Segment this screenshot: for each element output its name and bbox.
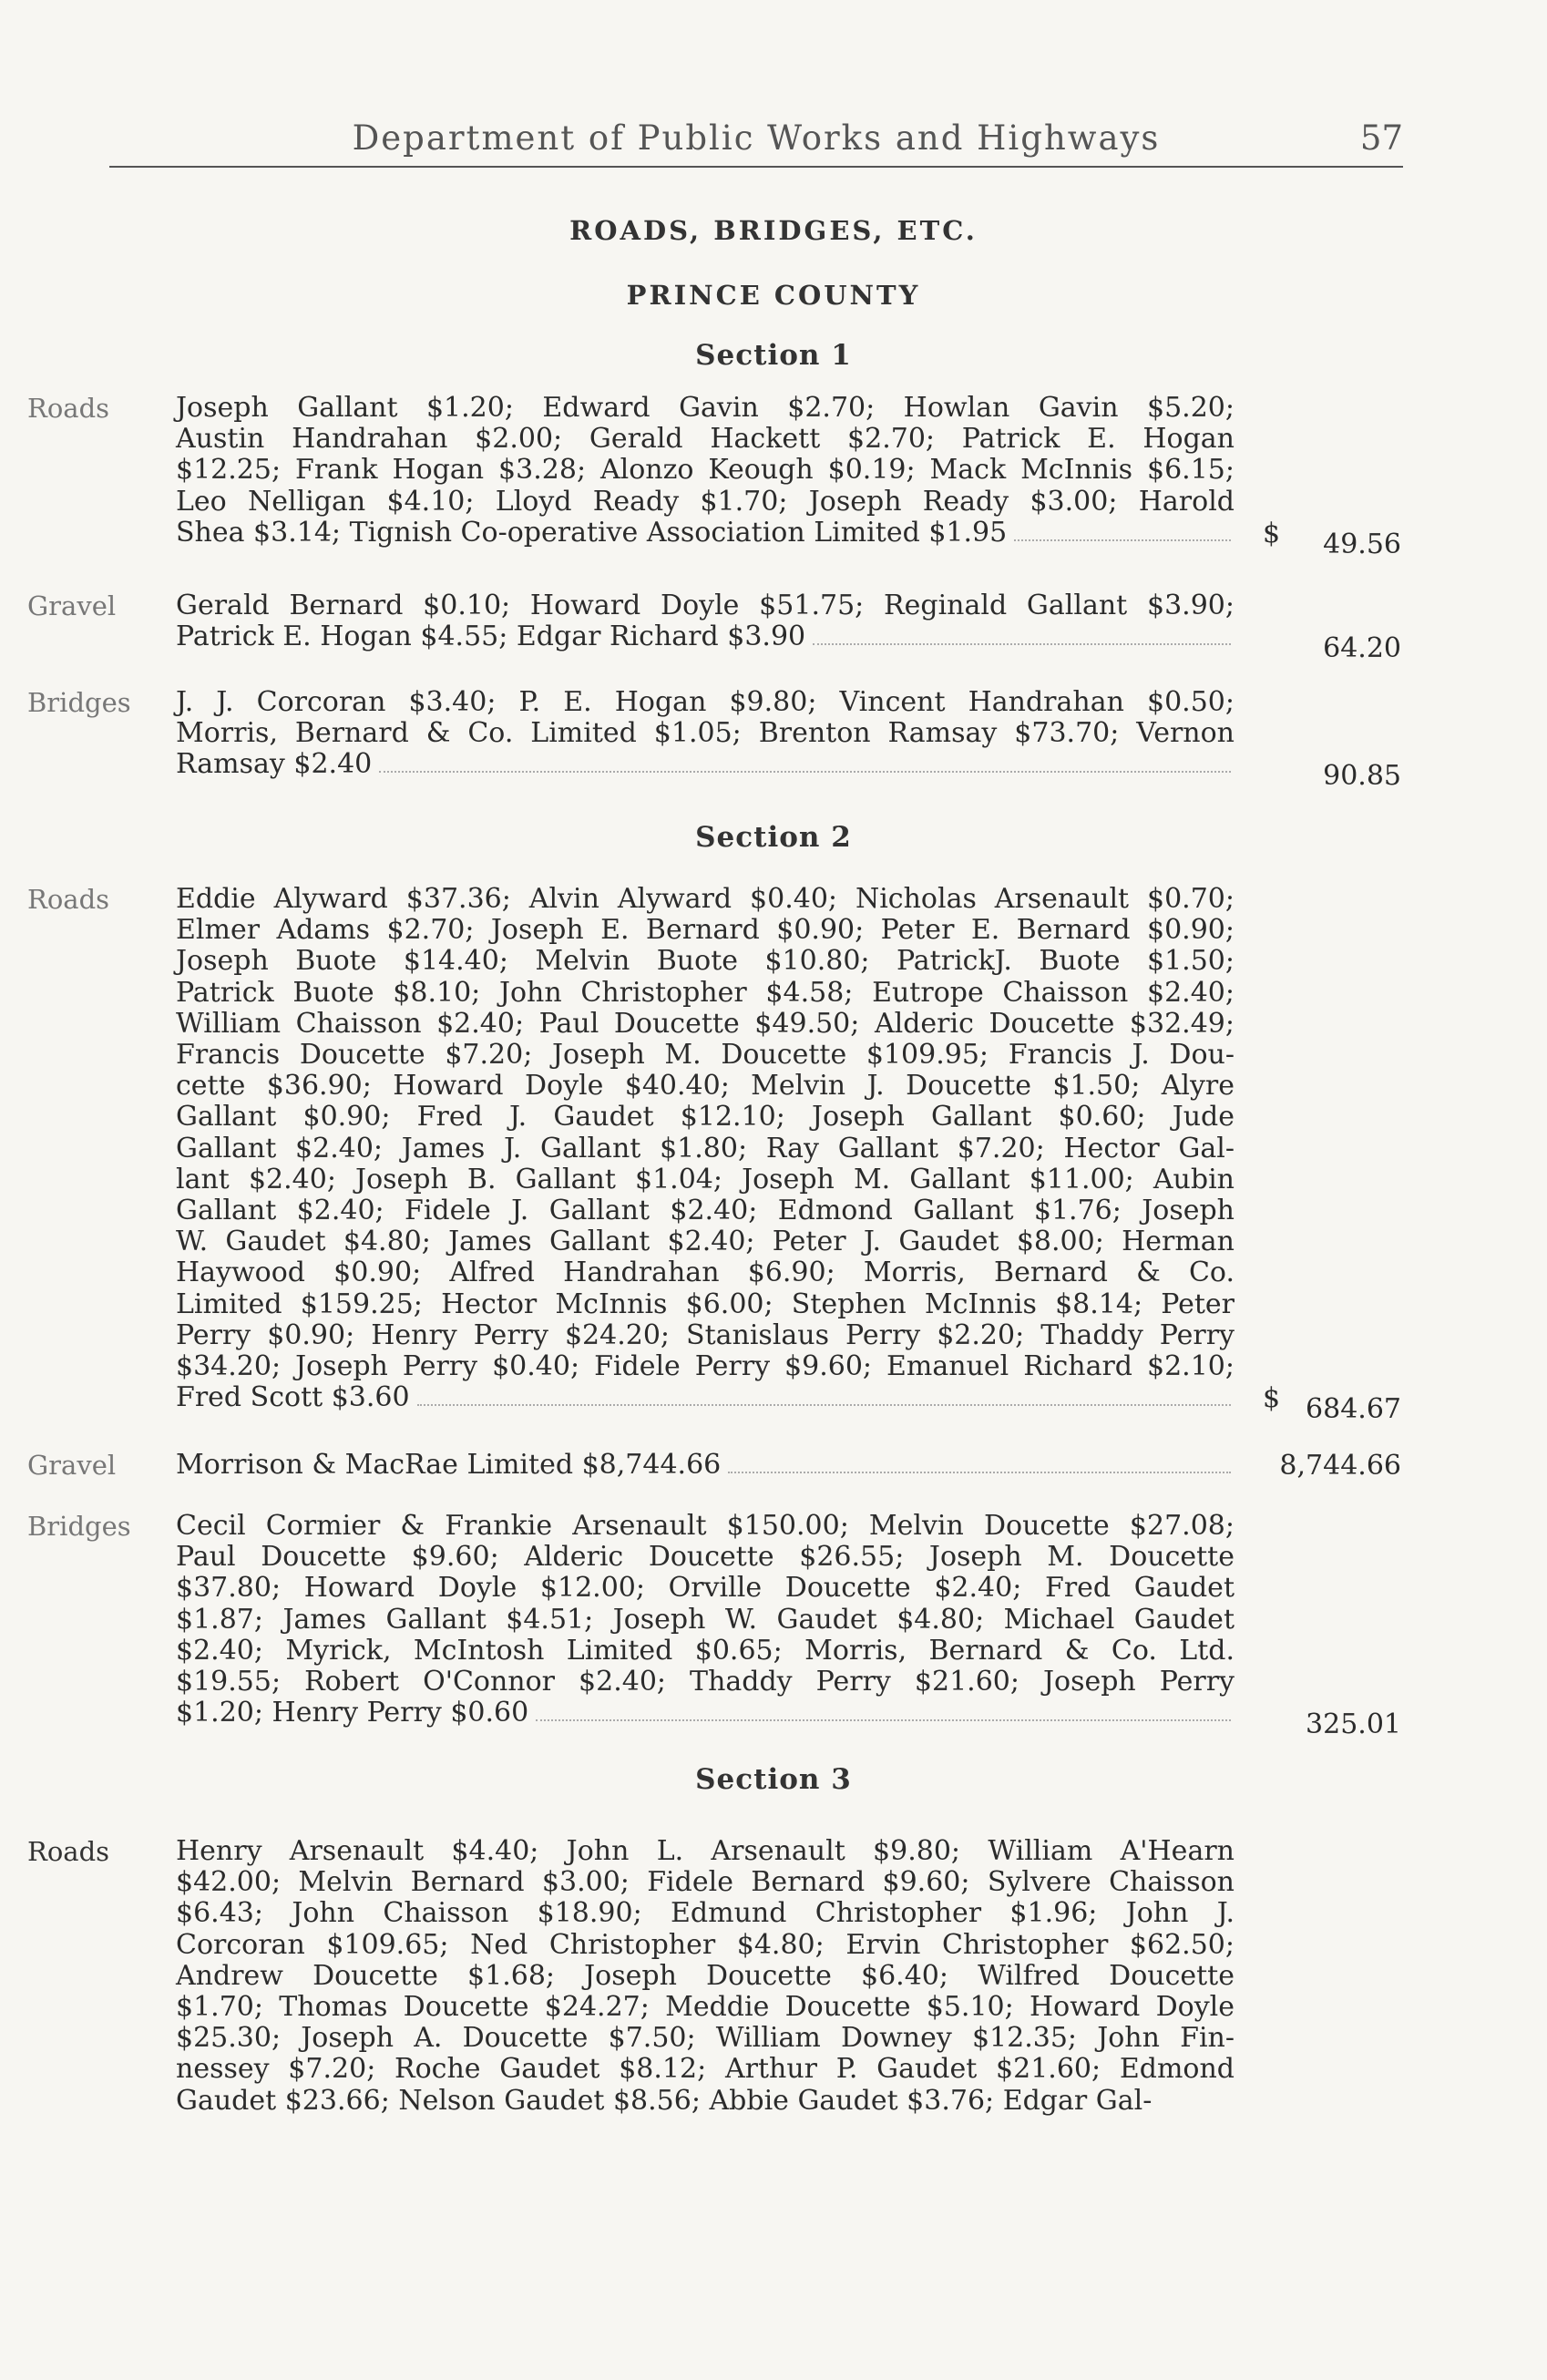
dot-leader <box>728 1471 1231 1473</box>
entry-line: Cecil Cormier & Frankie Arsenault $150.00; Melvin Doucette $27.08; <box>176 1510 1235 1542</box>
entry-category-label: Bridges <box>27 687 131 718</box>
entry-line: Eddie Alyward $37.36; Alvin Alyward $0.40; Nicholas Arsenault $0.70; <box>176 883 1235 915</box>
entry-line: $19.55; Robert O'Connor $2.40; Thaddy Perry $21.60; Joseph Perry <box>176 1666 1235 1698</box>
entry-line-text: Patrick E. Hogan $4.55; Edgar Richard $3.90 <box>176 621 806 653</box>
entry-total-amount: 684.67 <box>1306 1393 1401 1426</box>
entry-line: Limited $159.25; Hector McInnis $6.00; Stephen McInnis $8.14; Peter <box>176 1287 1235 1320</box>
dot-leader <box>379 770 1231 773</box>
entry-line: Joseph Buote $14.40; Melvin Buote $10.80; PatrickJ. Buote $1.50; <box>176 945 1235 978</box>
main-heading: ROADS, BRIDGES, ETC. <box>569 215 978 246</box>
page-number: 57 <box>1359 118 1403 158</box>
entry-line: $1.70; Thomas Doucette $24.27; Meddie Doucette $5.10; Howard Doyle <box>176 1991 1235 2024</box>
entry-total-amount: 90.85 <box>1323 760 1401 793</box>
entry-line <box>176 1698 1235 1729</box>
entry-line-text: Morrison & MacRae Limited $8,744.66 <box>176 1449 722 1481</box>
dollar-sign: $ <box>1263 517 1281 549</box>
entry-line: $1.87; James Gallant $4.51; Joseph W. Gaudet $4.80; Michael Gaudet <box>176 1603 1235 1636</box>
entry-line: Gallant $2.40; James J. Gallant $1.80; Ray Gallant $7.20; Hector Gal- <box>176 1132 1235 1164</box>
dot-leader <box>1014 539 1231 541</box>
entry-line: Haywood $0.90; Alfred Handrahan $6.90; Morris, Bernard & Co. <box>176 1257 1235 1289</box>
entry-line: Francis Doucette $7.20; Joseph M. Doucette $109.95; Francis J. Dou- <box>176 1039 1235 1072</box>
entry-line: William Chaisson $2.40; Paul Doucette $49.50; Alderic Doucette $32.49; <box>176 1007 1235 1040</box>
dot-leader <box>813 642 1231 645</box>
entry-line: $34.20; Joseph Perry $0.40; Fidele Perry $9.60; Emanuel Richard $2.10; <box>176 1350 1235 1383</box>
entry-total-amount: 8,744.66 <box>1279 1450 1401 1482</box>
entry-line: Corcoran $109.65; Ned Christopher $4.80; Ervin Christopher $62.50; <box>176 1928 1235 1961</box>
entry-body <box>176 1450 1235 1481</box>
entry-line: cette $36.90; Howard Doyle $40.40; Melvin J. Doucette $1.50; Alyre <box>176 1070 1235 1103</box>
entry-total-amount: 64.20 <box>1323 632 1401 665</box>
entry-line: Henry Arsenault $4.40; John L. Arsenault $9.80; William A'Hearn <box>176 1835 1235 1867</box>
entry-line: Morris, Bernard & Co. Limited $1.05; Brenton Ramsay $73.70; Vernon <box>176 717 1235 750</box>
entry-body <box>176 687 1235 781</box>
entry-body <box>176 590 1235 652</box>
entry-total-amount: 325.01 <box>1306 1708 1401 1741</box>
entry-line: Gallant $0.90; Fred J. Gaudet $12.10; Joseph Gallant $0.60; Jude <box>176 1101 1235 1134</box>
section-heading: Section 3 <box>695 1763 852 1796</box>
dot-leader <box>536 1718 1231 1721</box>
entry-line: $2.40; Myrick, McIntosh Limited $0.65; Morris, Bernard & Co. Ltd. <box>176 1634 1235 1667</box>
entry-line: Gallant $2.40; Fidele J. Gallant $2.40; Edmond Gallant $1.76; Joseph <box>176 1195 1235 1227</box>
county-heading: PRINCE COUNTY <box>626 280 921 311</box>
entry-category-label: Gravel <box>27 1450 117 1481</box>
entry-line <box>176 1382 1235 1413</box>
section-heading: Section 1 <box>695 339 852 372</box>
entry-line <box>176 1450 1235 1481</box>
entry-line: Andrew Doucette $1.68; Joseph Doucette $6.40; Wilfred Doucette <box>176 1959 1235 1992</box>
entry-line: W. Gaudet $4.80; James Gallant $2.40; Peter J. Gaudet $8.00; Herman <box>176 1226 1235 1258</box>
entry-line: $12.25; Frank Hogan $3.28; Alonzo Keough $0.19; Mack McInnis $6.15; <box>176 454 1235 487</box>
entry-category-label: Roads <box>27 393 110 424</box>
entry-line: Gerald Bernard $0.10; Howard Doyle $51.75; Reginald Gallant $3.90; <box>176 590 1235 621</box>
entry-body <box>176 1836 1235 2117</box>
entry-line-text: Ramsay $2.40 <box>176 748 373 781</box>
entry-line-text: Fred Scott $3.60 <box>176 1381 410 1414</box>
section-heading: Section 2 <box>695 821 852 854</box>
entry-line: $25.30; Joseph A. Doucette $7.50; William Downey $12.35; John Fin- <box>176 2022 1235 2055</box>
entry-line-text: Shea $3.14; Tignish Co-operative Association Limited $1.95 <box>176 516 1008 549</box>
dot-leader <box>417 1403 1231 1406</box>
entry-body <box>176 393 1235 549</box>
entry-line: $42.00; Melvin Bernard $3.00; Fidele Bernard $9.60; Sylvere Chaisson <box>176 1866 1235 1899</box>
running-title: Department of Public Works and Highways <box>352 118 1161 158</box>
entry-line <box>176 621 1235 652</box>
entry-line: Elmer Adams $2.70; Joseph E. Bernard $0.90; Peter E. Bernard $0.90; <box>176 914 1235 947</box>
entry-line: $37.80; Howard Doyle $12.00; Orville Doucette $2.40; Fred Gaudet <box>176 1572 1235 1605</box>
entry-line: Austin Handrahan $2.00; Gerald Hackett $2.70; Patrick E. Hogan <box>176 423 1235 456</box>
entry-line: Gaudet $23.66; Nelson Gaudet $8.56; Abbie Gaudet $3.76; Edgar Gal- <box>176 2084 1153 2117</box>
entry-line: lant $2.40; Joseph B. Gallant $1.04; Joseph M. Gallant $11.00; Aubin <box>176 1163 1235 1195</box>
entry-line: Patrick Buote $8.10; John Christopher $4.58; Eutrope Chaisson $2.40; <box>176 976 1235 1009</box>
entry-category-label: Gravel <box>27 590 117 621</box>
dollar-sign: $ <box>1263 1382 1281 1415</box>
entry-line: Joseph Gallant $1.20; Edward Gavin $2.70; Howlan Gavin $5.20; <box>176 392 1235 424</box>
entry-line <box>176 518 1235 549</box>
entry-body <box>176 884 1235 1413</box>
entry-category-label: Roads <box>27 884 110 915</box>
entry-line: $6.43; John Chaisson $18.90; Edmund Christopher $1.96; John J. <box>176 1897 1235 1930</box>
page-header <box>109 111 1403 168</box>
entry-line: Perry $0.90; Henry Perry $24.20; Stanislaus Perry $2.20; Thaddy Perry <box>176 1318 1235 1351</box>
entry-line: nessey $7.20; Roche Gaudet $8.12; Arthur P. Gaudet $21.60; Edmond <box>176 2053 1235 2086</box>
entry-line: Paul Doucette $9.60; Alderic Doucette $26.55; Joseph M. Doucette <box>176 1541 1235 1574</box>
entry-category-label: Bridges <box>27 1511 131 1542</box>
entry-category-label: Roads <box>27 1836 110 1867</box>
entry-line: Leo Nelligan $4.10; Lloyd Ready $1.70; Joseph Ready $3.00; Harold <box>176 485 1235 518</box>
entry-total-amount: 49.56 <box>1323 528 1401 560</box>
entry-body <box>176 1511 1235 1729</box>
entry-line: J. J. Corcoran $3.40; P. E. Hogan $9.80; Vincent Handrahan $0.50; <box>176 686 1235 718</box>
entry-line <box>176 749 1235 780</box>
entry-line-text: $1.20; Henry Perry $0.60 <box>176 1697 529 1729</box>
